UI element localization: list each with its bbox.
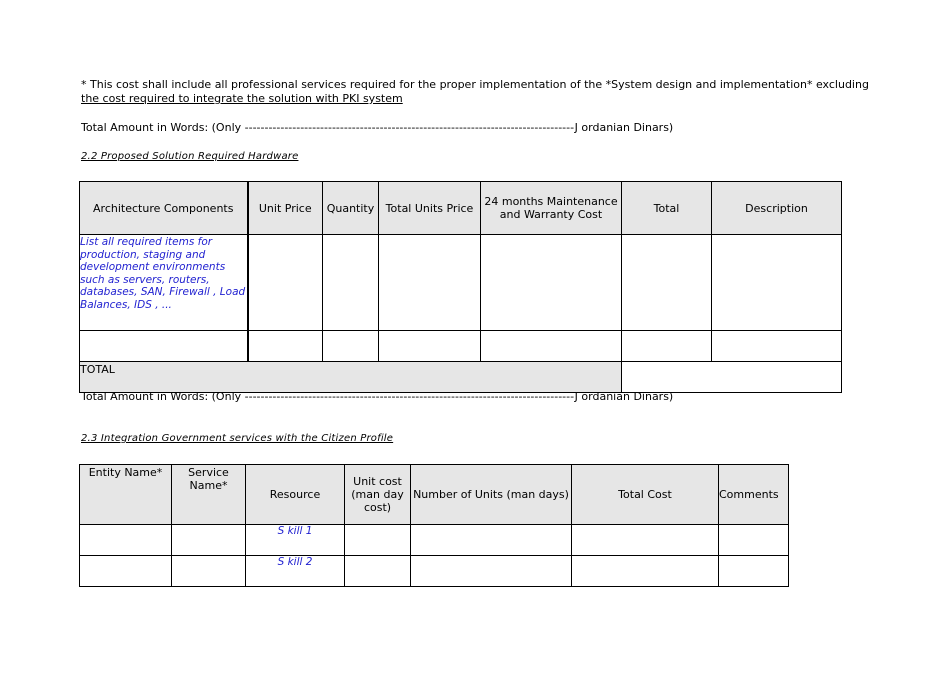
resource-skill-1: S kill 1 xyxy=(246,525,345,556)
col-comments: Comments xyxy=(719,465,789,525)
table-row xyxy=(80,331,842,362)
total-label: TOTAL xyxy=(80,362,622,393)
col-unit-price: Unit Price xyxy=(248,182,323,235)
hardware-table-header xyxy=(80,182,842,235)
intro-line-2: the cost required to integrate the solution with PKI system xyxy=(81,92,403,105)
total-row xyxy=(80,362,842,393)
col-total-cost: Total Cost xyxy=(572,465,719,525)
integration-table-header xyxy=(80,465,789,525)
col-total-units-price: Total Units Price xyxy=(379,182,481,235)
col-unit-cost: Unit cost (man day cost) xyxy=(345,465,411,525)
hardware-table xyxy=(79,181,842,393)
resource-skill-2: S kill 2 xyxy=(246,556,345,587)
total-value xyxy=(622,362,842,393)
col-resource: Resource xyxy=(246,465,345,525)
col-maintenance-warranty: 24 months Maintenance and Warranty Cost xyxy=(481,182,622,235)
amount-in-words-1: Total Amount in Words: (Only -----------------------------------------------------------------------------------J ordanian Dinars) xyxy=(81,121,674,134)
col-number-of-units: Number of Units (man days) xyxy=(411,465,572,525)
col-entity-name: Entity Name* xyxy=(80,465,172,525)
col-total: Total xyxy=(622,182,712,235)
table-row xyxy=(80,525,789,556)
table-row xyxy=(80,235,842,331)
section-2-3-title: 2.3 Integration Government services with the Citizen Profile xyxy=(81,433,394,444)
section-2-2-title: 2.2 Proposed Solution Required Hardware xyxy=(81,151,299,162)
col-service-name: Service Name* xyxy=(172,465,246,525)
col-description: Description xyxy=(712,182,842,235)
intro-line-1: * This cost shall include all professional services required for the proper implementation of the *System design and implementation* excluding xyxy=(81,78,869,91)
architecture-components-hint: List all required items for production, staging and development environments such as servers, routers, databases, SAN, Firewall , Load Balances, IDS , ... xyxy=(80,235,248,331)
table-row xyxy=(80,556,789,587)
amount-in-words-2: Total Amount in Words: (Only -----------------------------------------------------------------------------------J ordanian Dinars) xyxy=(81,390,674,403)
col-architecture-components: Architecture Components xyxy=(80,182,248,235)
col-quantity: Quantity xyxy=(323,182,379,235)
integration-table xyxy=(79,464,789,587)
